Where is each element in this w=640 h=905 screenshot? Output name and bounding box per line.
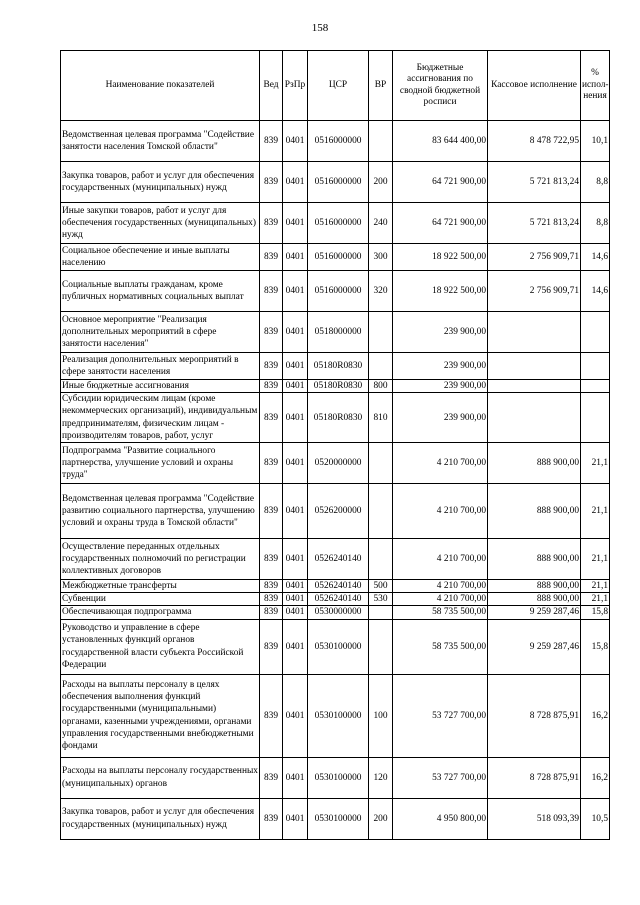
cell-csr: 0526240140 [308, 593, 369, 606]
table-row [61, 593, 610, 606]
cell-rzpr: 0401 [283, 271, 308, 312]
header-name: Наименование показателей [61, 51, 260, 121]
cell-pct: 10,1 [581, 121, 610, 162]
page-number: 158 [311, 22, 329, 34]
cell-ved: 839 [260, 580, 283, 593]
cell-cash: 8 728 875,91 [488, 674, 581, 757]
cell-ved: 839 [260, 484, 283, 539]
table-row [61, 203, 610, 244]
table-row [61, 539, 610, 580]
cell-assign: 53 727 700,00 [393, 757, 488, 798]
cell-cash [488, 312, 581, 353]
cell-cash: 5 721 813,24 [488, 162, 581, 203]
cell-assign: 4 210 700,00 [393, 539, 488, 580]
cell-pct [581, 312, 610, 353]
cell-ved: 839 [260, 353, 283, 380]
cell-assign: 239 900,00 [393, 393, 488, 443]
cell-assign: 239 900,00 [393, 353, 488, 380]
table-row [61, 757, 610, 798]
cell-assign: 4 950 800,00 [393, 798, 488, 839]
table-row [61, 162, 610, 203]
cell-assign: 18 922 500,00 [393, 244, 488, 271]
cell-assign: 4 210 700,00 [393, 484, 488, 539]
cell-csr: 0530000000 [308, 606, 369, 619]
header-assign: Бюджетные ассигнования по сводной бюджетной росписи [393, 51, 488, 121]
cell-pct: 8,8 [581, 203, 610, 244]
cell-ved: 839 [260, 162, 283, 203]
cell-ved: 839 [260, 271, 283, 312]
table-row [61, 312, 610, 353]
cell-csr: 0530100000 [308, 619, 369, 674]
cell-rzpr: 0401 [283, 674, 308, 757]
cell-vr: 240 [369, 203, 393, 244]
cell-assign: 4 210 700,00 [393, 443, 488, 484]
cell-vr: 800 [369, 380, 393, 393]
cell-pct: 16,2 [581, 674, 610, 757]
cell-csr: 0516000000 [308, 162, 369, 203]
cell-rzpr: 0401 [283, 380, 308, 393]
cell-csr: 0516000000 [308, 121, 369, 162]
cell-ved: 839 [260, 244, 283, 271]
cell-name: Иные закупки товаров, работ и услуг для обеспечения государственных (муниципальных) нужд [61, 203, 260, 244]
cell-rzpr: 0401 [283, 757, 308, 798]
cell-pct: 21,1 [581, 484, 610, 539]
table-row [61, 484, 610, 539]
cell-ved: 839 [260, 312, 283, 353]
cell-rzpr: 0401 [283, 798, 308, 839]
cell-assign: 239 900,00 [393, 312, 488, 353]
table-row [61, 353, 610, 380]
table-row [61, 271, 610, 312]
cell-rzpr: 0401 [283, 244, 308, 271]
cell-pct: 8,8 [581, 162, 610, 203]
cell-name: Подпрограмма "Развитие социального партнерства, улучшение условий и охраны труда" [61, 443, 260, 484]
header-csr: ЦСР [308, 51, 369, 121]
cell-pct [581, 353, 610, 380]
cell-vr: 120 [369, 757, 393, 798]
table-row [61, 121, 610, 162]
cell-pct: 21,1 [581, 593, 610, 606]
cell-rzpr: 0401 [283, 606, 308, 619]
header-pct: % испол-нения [581, 51, 610, 121]
cell-assign: 58 735 500,00 [393, 606, 488, 619]
cell-vr: 530 [369, 593, 393, 606]
cell-csr: 0520000000 [308, 443, 369, 484]
cell-vr: 810 [369, 393, 393, 443]
cell-cash [488, 393, 581, 443]
cell-csr: 05180R0830 [308, 380, 369, 393]
cell-cash: 9 259 287,46 [488, 606, 581, 619]
cell-ved: 839 [260, 539, 283, 580]
cell-assign: 4 210 700,00 [393, 580, 488, 593]
cell-vr [369, 484, 393, 539]
cell-ved: 839 [260, 443, 283, 484]
cell-name: Закупка товаров, работ и услуг для обеспечения государственных (муниципальных) нужд [61, 162, 260, 203]
cell-cash [488, 353, 581, 380]
table-row [61, 443, 610, 484]
cell-pct: 16,2 [581, 757, 610, 798]
table-row [61, 798, 610, 839]
cell-vr [369, 443, 393, 484]
cell-name: Руководство и управление в сфере установленных функций органов государственной власти субъекта Российской Федерации [61, 619, 260, 674]
cell-vr: 200 [369, 162, 393, 203]
cell-vr [369, 539, 393, 580]
cell-rzpr: 0401 [283, 539, 308, 580]
cell-cash: 8 478 722,95 [488, 121, 581, 162]
cell-assign: 4 210 700,00 [393, 593, 488, 606]
cell-name: Обеспечивающая подпрограмма [61, 606, 260, 619]
cell-ved: 839 [260, 380, 283, 393]
cell-vr: 200 [369, 798, 393, 839]
cell-pct: 21,1 [581, 539, 610, 580]
cell-csr: 0526240140 [308, 539, 369, 580]
cell-name: Осуществление переданных отдельных государственных полномочий по регистрации коллективных договоров [61, 539, 260, 580]
cell-rzpr: 0401 [283, 443, 308, 484]
cell-cash: 518 093,39 [488, 798, 581, 839]
cell-pct: 14,6 [581, 271, 610, 312]
cell-vr: 320 [369, 271, 393, 312]
cell-ved: 839 [260, 203, 283, 244]
cell-assign: 83 644 400,00 [393, 121, 488, 162]
header-cash: Кассовое исполнение [488, 51, 581, 121]
cell-name: Реализация дополнительных мероприятий в сфере занятости населения [61, 353, 260, 380]
cell-csr: 0518000000 [308, 312, 369, 353]
cell-cash: 888 900,00 [488, 484, 581, 539]
cell-pct: 21,1 [581, 443, 610, 484]
table-row [61, 580, 610, 593]
cell-pct: 15,8 [581, 606, 610, 619]
cell-cash: 8 728 875,91 [488, 757, 581, 798]
table-row [61, 393, 610, 443]
cell-cash [488, 380, 581, 393]
cell-name: Субвенции [61, 593, 260, 606]
cell-name: Расходы на выплаты персоналу в целях обеспечения выполнения функций государственными (муниципальными) органами, казенными учреждениями, органами управления государственными внебюджетными фондами [61, 674, 260, 757]
cell-rzpr: 0401 [283, 393, 308, 443]
cell-csr: 0516000000 [308, 244, 369, 271]
cell-assign: 239 900,00 [393, 380, 488, 393]
cell-rzpr: 0401 [283, 619, 308, 674]
cell-name: Закупка товаров, работ и услуг для обеспечения государственных (муниципальных) нужд [61, 798, 260, 839]
cell-name: Социальные выплаты гражданам, кроме публичных нормативных социальных выплат [61, 271, 260, 312]
cell-rzpr: 0401 [283, 162, 308, 203]
cell-rzpr: 0401 [283, 353, 308, 380]
cell-vr: 100 [369, 674, 393, 757]
table-header-row [61, 51, 610, 121]
cell-rzpr: 0401 [283, 203, 308, 244]
cell-csr: 0530100000 [308, 798, 369, 839]
cell-ved: 839 [260, 121, 283, 162]
cell-cash: 888 900,00 [488, 443, 581, 484]
cell-assign: 64 721 900,00 [393, 203, 488, 244]
cell-pct [581, 380, 610, 393]
cell-assign: 18 922 500,00 [393, 271, 488, 312]
cell-ved: 839 [260, 798, 283, 839]
cell-cash: 888 900,00 [488, 539, 581, 580]
cell-vr: 300 [369, 244, 393, 271]
cell-name: Иные бюджетные ассигнования [61, 380, 260, 393]
cell-rzpr: 0401 [283, 121, 308, 162]
cell-csr: 0516000000 [308, 203, 369, 244]
cell-assign: 58 735 500,00 [393, 619, 488, 674]
cell-rzpr: 0401 [283, 484, 308, 539]
cell-cash: 888 900,00 [488, 580, 581, 593]
cell-rzpr: 0401 [283, 312, 308, 353]
cell-name: Основное мероприятие "Реализация дополнительных мероприятий в сфере занятости населения" [61, 312, 260, 353]
header-ved: Вед [260, 51, 283, 121]
cell-csr: 0526240140 [308, 580, 369, 593]
cell-name: Межбюджетные трансферты [61, 580, 260, 593]
cell-name: Субсидии юридическим лицам (кроме некоммерческих организаций), индивидуальным предпринимателям, физическим лицам - производителям товаров, работ, услуг [61, 393, 260, 443]
cell-vr: 500 [369, 580, 393, 593]
header-rzpr: РзПр [283, 51, 308, 121]
header-vr: ВР [369, 51, 393, 121]
table-row [61, 380, 610, 393]
cell-vr [369, 606, 393, 619]
cell-name: Расходы на выплаты персоналу государственных (муниципальных) органов [61, 757, 260, 798]
cell-pct [581, 393, 610, 443]
cell-cash: 2 756 909,71 [488, 271, 581, 312]
cell-cash: 9 259 287,46 [488, 619, 581, 674]
cell-cash: 2 756 909,71 [488, 244, 581, 271]
cell-name: Ведомственная целевая программа "Содействие занятости населения Томской области" [61, 121, 260, 162]
cell-ved: 839 [260, 393, 283, 443]
cell-csr: 0516000000 [308, 271, 369, 312]
cell-ved: 839 [260, 606, 283, 619]
cell-csr: 0530100000 [308, 674, 369, 757]
cell-assign: 64 721 900,00 [393, 162, 488, 203]
cell-ved: 839 [260, 757, 283, 798]
table-row [61, 674, 610, 757]
cell-assign: 53 727 700,00 [393, 674, 488, 757]
cell-cash: 5 721 813,24 [488, 203, 581, 244]
cell-vr [369, 312, 393, 353]
cell-pct: 14,6 [581, 244, 610, 271]
cell-csr: 05180R0830 [308, 393, 369, 443]
cell-name: Ведомственная целевая программа "Содействие развитию социального партнерства, улучшению условий и охраны труда в Томской области" [61, 484, 260, 539]
table-row [61, 244, 610, 271]
budget-execution-table [60, 50, 610, 840]
cell-ved: 839 [260, 674, 283, 757]
cell-ved: 839 [260, 593, 283, 606]
table-row [61, 619, 610, 674]
cell-csr: 0526200000 [308, 484, 369, 539]
cell-ved: 839 [260, 619, 283, 674]
cell-pct: 10,5 [581, 798, 610, 839]
table-body [61, 121, 610, 840]
cell-rzpr: 0401 [283, 593, 308, 606]
cell-cash: 888 900,00 [488, 593, 581, 606]
table-row [61, 606, 610, 619]
cell-rzpr: 0401 [283, 580, 308, 593]
cell-vr [369, 619, 393, 674]
cell-csr: 0530100000 [308, 757, 369, 798]
cell-pct: 21,1 [581, 580, 610, 593]
cell-pct: 15,8 [581, 619, 610, 674]
cell-name: Социальное обеспечение и иные выплаты населению [61, 244, 260, 271]
cell-vr [369, 121, 393, 162]
cell-vr [369, 353, 393, 380]
cell-csr: 05180R0830 [308, 353, 369, 380]
